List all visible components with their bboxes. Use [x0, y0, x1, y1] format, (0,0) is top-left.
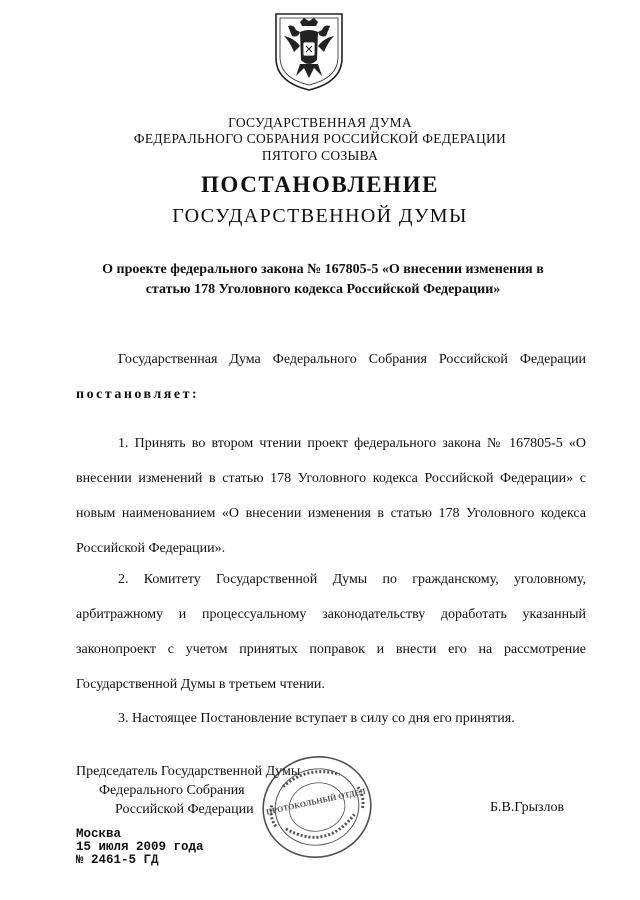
footer-number: № 2461-5 ГД [76, 853, 159, 867]
intro-text: Государственная Дума Федерального Собрания Российской Федерации [118, 352, 586, 367]
header-line-3: ПЯТОГО СОЗЫВА [261, 148, 379, 163]
intro-resolves: постановляет: [76, 387, 200, 402]
signer-name: Б.В.Грызлов [490, 800, 565, 815]
signature-line-3: Российской Федерации [115, 802, 254, 817]
header-line-1: ГОСУДАРСТВЕННАЯ ДУМА [228, 115, 412, 130]
paragraph-1: 1. Принять во втором чтении проект федерального закона № 167805-5 «О внесении изменений в статью 178 Уголовного кодекса Российской Федерации» с новым наименованием «О внесении изменения в статью 178 Уголовного кодекса Российской Федерации». [76, 436, 586, 556]
stamp-center-text: ПРОТОКОЛЬНЫЙ ОТДЕЛ [265, 786, 367, 817]
paragraph-3: 3. Настоящее Постановление вступает в силу со дня его принятия. [118, 711, 515, 726]
signature-line-2: Федерального Собрания [99, 783, 245, 798]
official-stamp [258, 752, 376, 862]
paragraph-2: 2. Комитету Государственной Думы по гражданскому, уголовному, арбитражному и процессуальному законодательству доработать указанный законопроект с учетом принятых поправок и внести его на рассмотрение Государственной Думы в третьем чтении. [76, 572, 586, 692]
document-title: ПОСТАНОВЛЕНИЕ [200, 172, 440, 197]
intro-paragraph [76, 342, 586, 412]
footer-date: 15 июля 2009 года [76, 840, 204, 854]
document-subtitle: ГОСУДАРСТВЕННОЙ ДУМЫ [172, 205, 468, 227]
coat-of-arms-icon [270, 8, 348, 94]
bill-title: О проекте федерального закона № 167805-5 «О внесении изменения в статью 178 Уголовного кодекса Российской Федерации» [102, 262, 544, 297]
header-line-2: ФЕДЕРАЛЬНОГО СОБРАНИЯ РОССИЙСКОЙ ФЕДЕРАЦИИ [133, 131, 507, 146]
signature-line-1: Председатель Государственной Думы [76, 764, 301, 779]
footer-city: Москва [76, 827, 122, 841]
